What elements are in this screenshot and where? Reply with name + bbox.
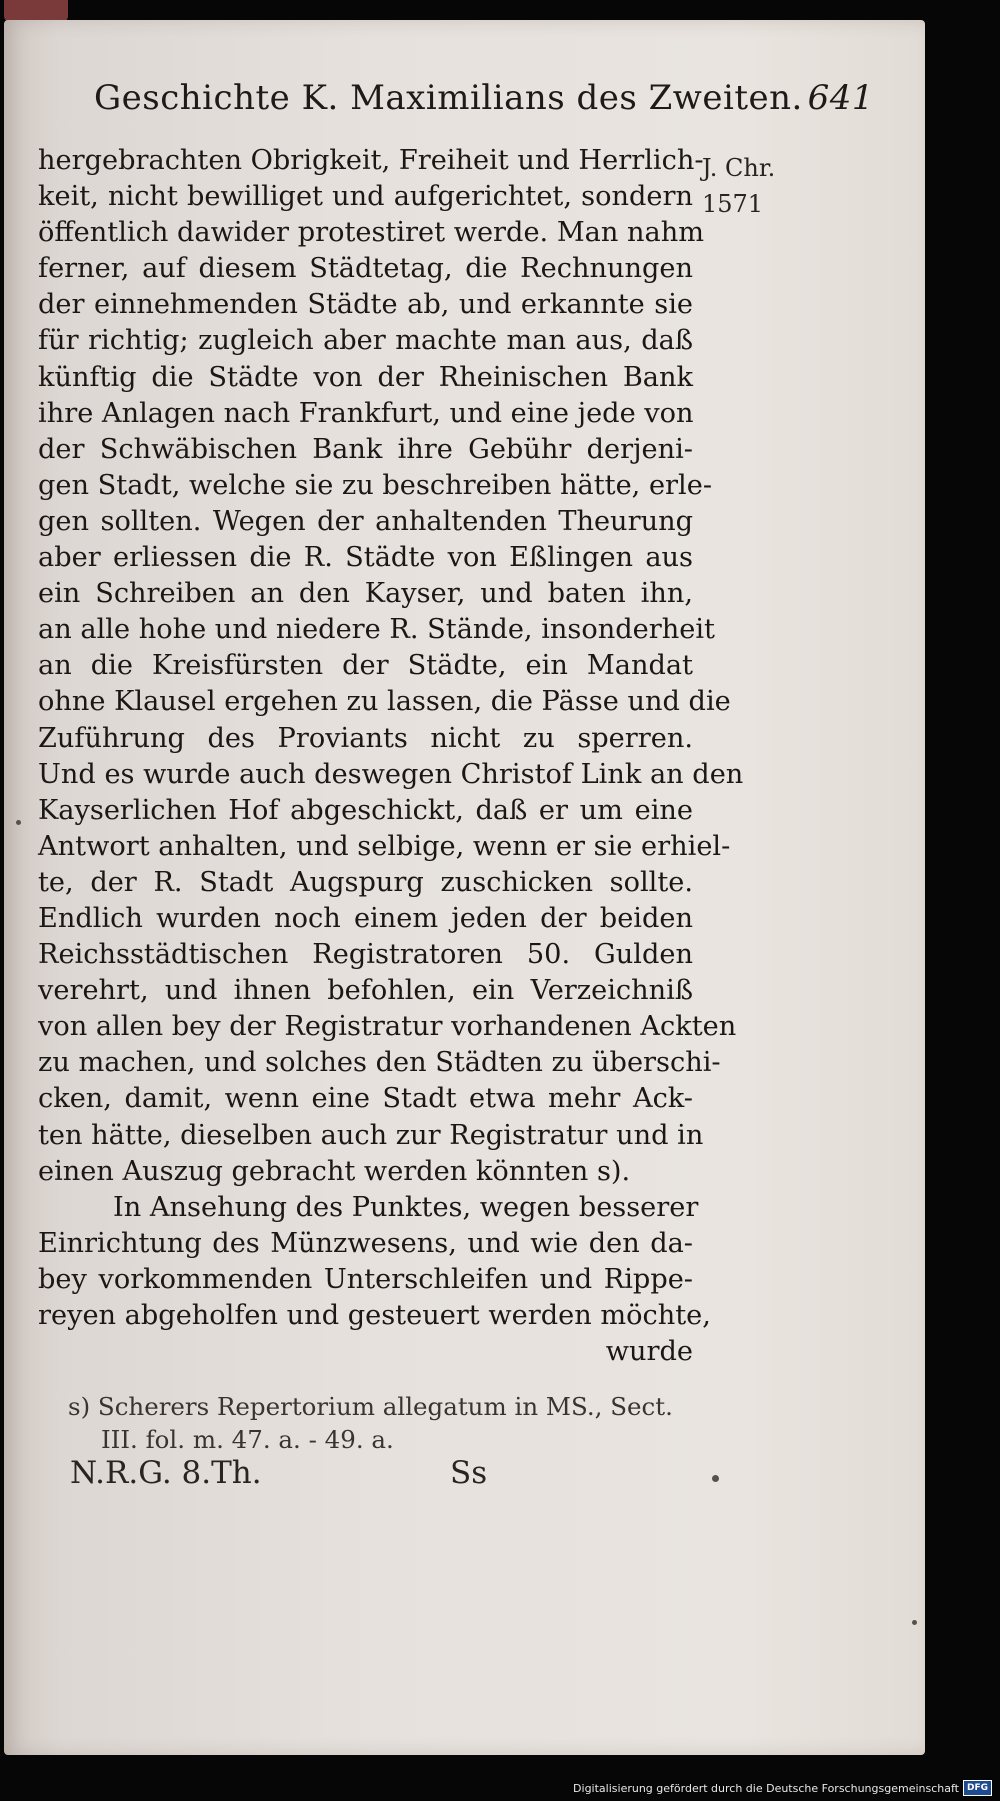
text-line: keit, nicht bewilliget und aufgerichtet, sondern [38,181,693,213]
text-line: Und es wurde auch deswegen Christof Link an den [38,758,744,790]
text-line: ferner, auf diesem Städtetag, die Rechnungen [38,253,693,285]
text-line: Einrichtung des Münzwesens, und wie den da- [38,1227,693,1259]
text-line: Endlich wurden noch einem jeden der beiden [38,902,693,934]
text-line: ein Schreiben an den Kayser, und baten ihn, [38,578,693,610]
ink-speck [16,820,21,825]
running-header [94,78,874,128]
signature-mark: N.R.G. 8.Th. [70,1455,262,1491]
footnote-line: s) Scherers Repertorium allegatum in MS., Sect. [68,1392,673,1421]
credit-text: Digitalisierung gefördert durch die Deutsche Forschungsgemeinschaft [573,1781,959,1795]
signature-line [70,1455,710,1499]
text-line: ten hätte, dieselben auch zur Registratur und in [38,1119,704,1151]
text-line: Reichsstädtischen Registratoren 50. Gulden [38,939,693,971]
margin-note-year [702,150,782,222]
page-edge-tab [4,0,68,22]
footnote [68,1390,698,1456]
text-line: gen sollten. Wegen der anhaltenden Theurung [38,505,693,537]
text-line: Kayserlichen Hof abgeschickt, daß er um eine [38,794,693,826]
signature-catchword: Ss [450,1455,488,1491]
dfg-logo: DFG [963,1780,992,1796]
text-line: der Schwäbischen Bank ihre Gebühr derjeni- [38,433,693,465]
text-line: an die Kreisfürsten der Städte, ein Mandat [38,650,693,682]
margin-note-year-value: 1571 [702,190,764,218]
digitization-credit [573,1779,992,1797]
text-line: hergebrachten Obrigkeit, Freiheit und Herrlich- [38,145,704,176]
page-number: 641 [807,78,874,118]
text-line: In Ansehung des Punktes, wegen besserer [113,1191,699,1223]
text-line: öffentlich dawider protestiret werde. Man nahm [38,217,705,249]
text-line: an alle hohe und niedere R. Stände, insonderheit [38,614,715,646]
text-line: der einnehmenden Städte ab, und erkannte sie [38,289,693,321]
text-line: von allen bey der Registratur vorhandenen Ackten [38,1011,737,1043]
text-line: einen Auszug gebracht werden könnten s). [38,1155,631,1187]
text-line: aber erliessen die R. Städte von Eßlingen aus [38,542,693,574]
text-line: für richtig; zugleich aber machte man aus, daß [38,325,693,357]
ink-speck [912,1620,917,1625]
catchword-line: wurde [605,1336,693,1368]
text-line: bey vorkommenden Unterschleifen und Rippe- [38,1263,693,1295]
text-line: ohne Klausel ergehen zu lassen, die Pässe und die [38,686,731,718]
running-title: Geschichte K. Maximilians des Zweiten. [94,78,803,118]
text-line: ihre Anlagen nach Frankfurt, und eine jede von [38,397,694,429]
text-line: reyen abgeholfen und gesteuert werden möchte, [38,1300,711,1331]
text-line: verehrt, und ihnen befohlen, ein Verzeichniß [38,975,693,1007]
text-line: künftig die Städte von der Rheinischen Bank [38,361,693,393]
text-line: gen Stadt, welche sie zu beschreiben hätte, erle- [38,469,713,501]
text-line: cken, damit, wenn eine Stadt etwa mehr Ack- [38,1083,693,1115]
text-line: zu machen, und solches den Städten zu überschi- [38,1047,721,1079]
text-line: te, der R. Stadt Augspurg zuschicken sollte. [38,866,693,898]
ink-speck [712,1475,719,1482]
footnote-line: III. fol. m. 47. a. - 49. a. [101,1425,394,1454]
margin-note-label: J. Chr. [702,154,776,182]
text-line: Zuführung des Proviants nicht zu sperren. [38,722,693,754]
text-line: Antwort anhalten, und selbige, wenn er sie erhiel- [38,830,731,862]
